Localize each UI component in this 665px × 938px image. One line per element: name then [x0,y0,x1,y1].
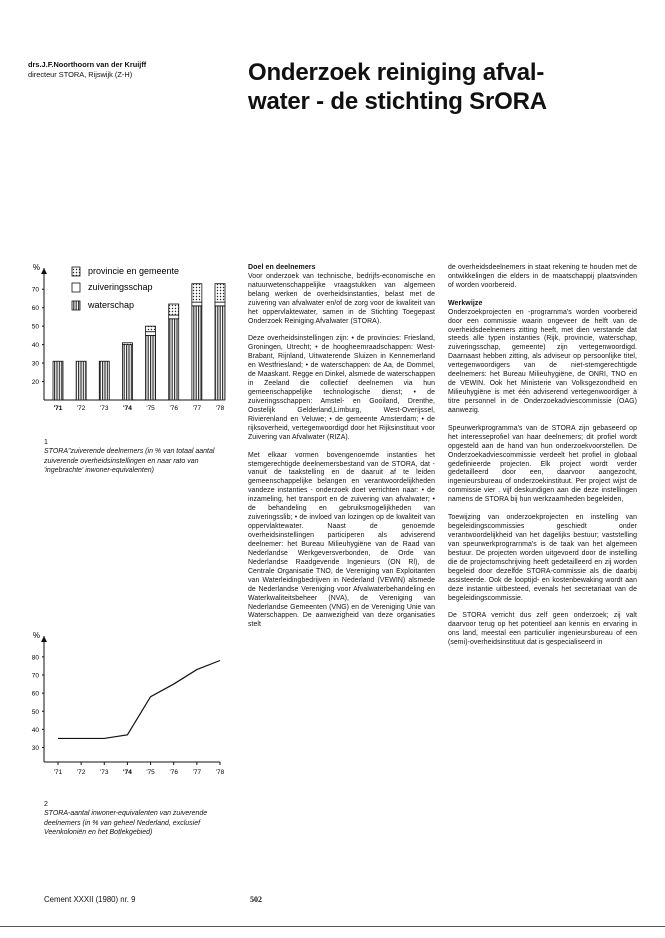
col1-paragraph-3: Met elkaar vormen bovengenoemde instanties het stemgerechtigde deelnemersbestand van de STORA, dat - vanuit de taakstelling en de daaruit af te leiden gemeenschappelijke belangen en verantwoordelijkheden vandeze instanties - onderzoek doet verrichten naar: • de inzameling, het transport en de zuivering van afvalwater; • de behandeling en gebruiksmogelijkheden van zuiveringsslib; • de invloed van lozingen op de kwaliteit van oppervlaktewater. Naast de genoemde overheidsinstellingen participeren als adviserend deelnemer: het Bureau Milieuhygiëne van de Raad van Nederlandse Werkgeversverbonden, de Orde van Nederlandse Raadgevende Ingenieurs (ON Rl), de Centrale Organisatie TNO, de Vereniging van Exploitanten van Waterleidingbedrijven in Nederland (VEWIN) alsmede de Nederlandse Vereniging voor Afvalwaterbehandeling en Waterkwaliteitsbeheer (NVA), de Vereniging van Nederlandse Gemeenten (VNG) en de Vereniging Unie van Waterschappen. De aanwezigheid van deze organisaties stelt [248,451,435,629]
bottom-rule [0,926,665,927]
section-heading-doel: Doel en deelnemers [248,264,316,271]
figure-1-number: 1 [44,439,48,446]
bar-segment [169,319,179,400]
y-tick-label: 70 [31,286,39,294]
figure-2-caption-text: STORA-aantal inwoner-equivalenten van zuiverende deelnemers (in % van geheel Nederland, exclusief Veenkoloniën en het Botlekgebied) [44,810,208,836]
figure-2-number: 2 [44,801,48,808]
y-tick-label: 50 [31,708,39,716]
bar-segment [215,284,225,302]
y-tick-label: 30 [31,360,39,368]
bar-segment [146,332,156,336]
series-line [58,661,220,739]
col1-paragraph-2: Deze overheidsinstellingen zijn: • de provincies: Friesland, Groningen, Utrecht; • de hoogheemraadschappen: West-Brabant, Rijnland, Uitwaterende Sluizen in Kennemerland en Westfriesland; • de waterschappen: de Aa, de Dommel, de Maaskant. Regge en Dinkel, alsmede de waterschappen in Zeeland die collectief deelnemen via hun gemeenschappelijke technologische dienst; • de zuiveringsschappen: Amstel- en Gooiland, Drenthe, Oostelijk Gelderland,Limburg, West-Overijssel, Rivierenland en Veluwe; • de gemeente Amsterdam; • de rijksoverheid, vertegenwoordigd door het Rijksinstituut voor Zuivering van Afvalwater (RIZA). [248,335,435,441]
author-affiliation: directeur STORA, Rijswijk (Z-H) [28,70,133,79]
bar-segment [146,335,156,400]
col2-paragraph-1: de overheidsdeelnemers in staat rekening te houden met de ontwikkelingen die elders in de maatschappij plaatsvinden of worden voorbereid. [448,264,637,289]
journal-reference: Cement XXXII (1980) nr. 9 [44,895,136,904]
y-axis-arrow [41,636,47,642]
y-tick-label: 20 [31,379,39,387]
bar-segment [122,343,132,345]
legend-label: provincie en gemeente [88,266,180,276]
legend-label: zuiveringsschap [88,282,153,292]
y-axis-arrow [41,268,47,274]
bar-segment [99,361,109,400]
section-heading-werkwijze: Werkwijze [448,299,483,307]
x-tick-label: '72 [76,769,86,776]
text-column-1 [248,264,435,639]
text-column-2 [448,264,637,657]
legend-swatch [72,267,80,276]
bar-segment [215,306,225,400]
bar-segment [53,361,63,400]
figure-2-line-chart [30,632,240,782]
author-name: drs.J.F.Noorthoorn van der Kruijff [28,60,147,69]
figure-1-caption [44,438,224,475]
bar-segment [146,326,156,332]
x-tick-label: '73 [100,405,109,412]
col2-paragraph-2: Onderzoekprojecten en -prograrnma's worden voorbereid door een commissie waarin ongeveer de helft van de overheidsdeelnemers zitting heeft, met dien verstande dat steeds alle typen instanties (Rijk, provincie, waterschap, zuiveringsschap, gemeente) zijn vertegenwoordigd. Daarnaast hebben zitting, als adviseur op persoonlijke titel, vertegenwoordigers van de niet-stemgerechtigde deelnemers: het Bureau Milieuhygiëne, de ONRI, TNO en de VEWIN. Ook het Ministerie van Volksgezondheid en Milieuhygiëne is met één adviserend vertegenwoordiger à titre personnel in de Onderzoekadviescommissie (OAG) aanwezig. [448,308,637,414]
x-tick-label: '74 [123,405,132,412]
x-tick-label: '75 [146,769,155,776]
figure-1-bar-chart [30,262,240,422]
y-tick-label: 80 [31,654,39,662]
y-tick-label: 60 [31,690,39,698]
x-tick-label: '78 [215,405,225,412]
bar-segment [192,284,202,302]
y-tick-label: 40 [31,342,39,350]
y-tick-label: 30 [31,745,39,752]
y-tick-label: 60 [31,305,39,313]
x-tick-label: '76 [169,769,178,776]
x-tick-label: '78 [215,769,225,776]
x-tick-label: '77 [192,769,202,776]
bar-segment [76,361,86,400]
x-tick-label: '75 [146,405,155,412]
col2-paragraph-4: Toewijzing van onderzoekprojecten en instelling van begeleidingscommissies geschiedt onder verantwoordelijkheid van het dagelijks bestuur; vaststelling van speurwerkprograrnma's is de taak van het algemeen bestuur. De projecten worden uitgevoerd door de instelling die de projectomschrijving heeft gedetailleerd en zij worden begeleid door dezelfde STORA-commissie als die daarbij assisteerde. Ook de looptijd- en kostenbewaking wordt aan deze instantie uitbesteed, evenals het secretariaat van de begeleidingscommissie. [448,514,637,602]
y-tick-label: 40 [31,726,39,734]
article-title-line-2: water - de stichting SrORA [248,88,547,115]
legend-swatch [72,301,80,310]
x-tick-label: '74 [123,769,132,776]
x-tick-label: '72 [76,405,86,412]
author-block [28,60,146,80]
bar-segment [169,304,179,315]
bar-segment [169,315,179,319]
y-axis-label: % [32,263,40,272]
x-tick-label: '71 [53,405,63,412]
article-title-line-1: Onderzoek reiniging afval- [248,59,545,86]
bar-segment [122,345,132,400]
bar-segment [192,306,202,400]
x-tick-label: '77 [192,405,202,412]
article-title [248,58,648,116]
y-tick-label: 70 [31,672,39,680]
x-tick-label: '76 [169,405,178,412]
col2-paragraph-5: De STORA verricht dus zelf geen onderzoek; zij valt daarvoor terug op het potentieel aan kennis en ervaring in ons land, meestal een particulier ingenieursbureau of een (semi)-overheidsinstituut dat is gespecialiseerd in [448,612,637,647]
legend-swatch [72,283,80,292]
legend-label: waterschap [88,300,135,310]
bar-segment [192,302,202,306]
page-number: 502 [250,895,262,904]
bar-segment [215,302,225,306]
y-tick-label: 50 [31,323,39,331]
figure-1-caption-text: STORA"zuiverende deelnemers (in % van totaal aantal zuiverende overheidsinstellingen en naar rato van 'ingebrachte' inwoner-equivalenten) [44,448,215,474]
figure-2-caption [44,800,224,837]
x-tick-label: '73 [100,769,109,776]
x-tick-label: '71 [53,769,63,776]
col1-paragraph-1: Voor onderzoek van technische, bedrijfs-economische en natuurwetenschappelijke vraagstukken van algemeen belang werken de overheidsinstanties, belast met de zuivering van afvalwater en/of de zorg voor de kwaliteit van het oppervlaktewater, samen in de Stichting Toegepast Onderzoek Reiniging Afvalwater (STORA). [248,272,435,325]
y-axis-label: % [32,632,40,640]
col2-paragraph-3: Speurwerkprogramma's van de STORA zijn gebaseerd op het interesseprofiel van haar deelnemers; dit profiel wordt opgesteld aan de hand van hun onderzoekvoorstellen. De Onderzoekadviescommissie verdeelt het profiel in globaal gedefinieerde projecten. Elk project wordt verder gedetailleerd door een, daarvoor aangezocht, ingenieursbureau of onderzoekinstituut. Per project wijst de commissie vier . vijf deskundigen aan die deze instellingen namens de STORA bij hun werkzaamheden begeleiden, [448,424,637,504]
